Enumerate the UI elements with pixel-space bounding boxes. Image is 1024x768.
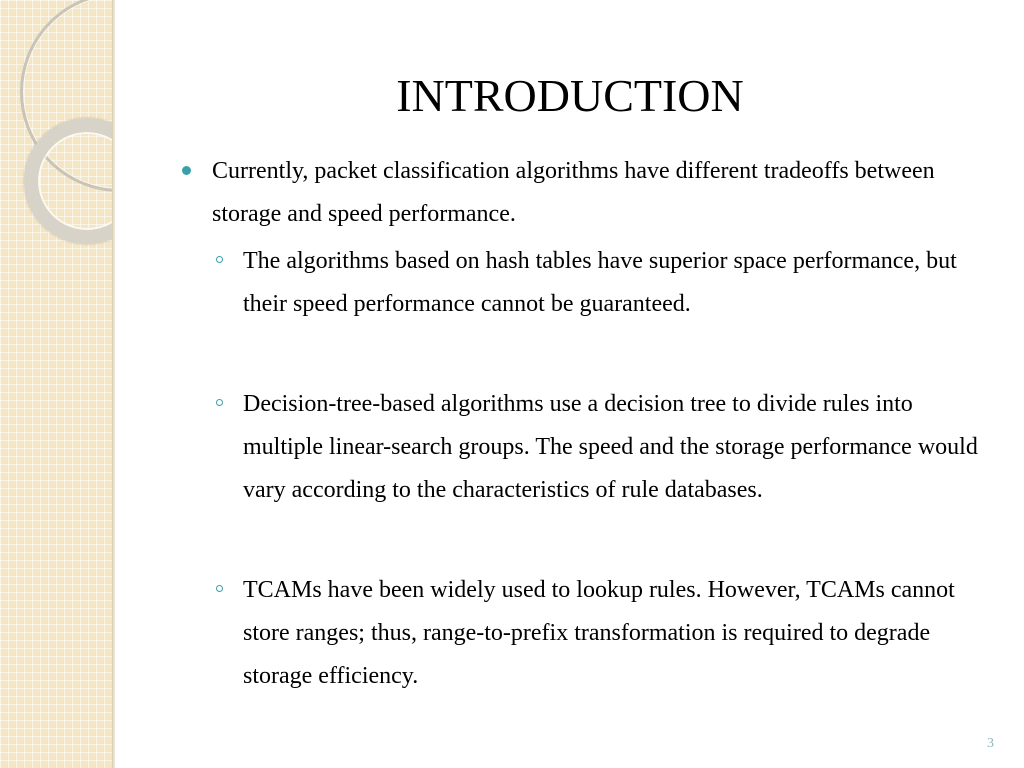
main-bullet-item <box>182 150 997 236</box>
filled-circle-bullet-icon <box>182 166 191 175</box>
sub-bullet-item <box>182 569 997 698</box>
spacer <box>182 326 997 383</box>
sub-bullet-item <box>182 383 997 512</box>
side-panel-divider <box>112 0 115 768</box>
sub-bullet-text: TCAMs have been widely used to lookup rules. However, TCAMs cannot store ranges; thus, range-to-prefix transformation is required to degrade storage efficiency. <box>243 577 955 689</box>
sub-bullet-text: The algorithms based on hash tables have superior space performance, but their speed performance cannot be guaranteed. <box>243 248 957 317</box>
hollow-circle-bullet-icon <box>216 399 223 406</box>
decorative-side-panel <box>0 0 112 768</box>
hollow-circle-bullet-icon <box>216 256 223 263</box>
sub-bullet-item <box>182 240 997 326</box>
slide-body <box>182 150 997 698</box>
page-number: 3 <box>987 736 994 751</box>
spacer <box>182 512 997 569</box>
slide-title: INTRODUCTION <box>396 70 744 121</box>
sub-bullet-text: Decision-tree-based algorithms use a decision tree to divide rules into multiple linear-search groups. The speed and the storage performance would vary according to the characteristics of rule databases. <box>243 391 978 503</box>
hollow-circle-bullet-icon <box>216 585 223 592</box>
main-bullet-text: Currently, packet classification algorithms have different tradeoffs between storage and speed performance. <box>212 158 935 227</box>
